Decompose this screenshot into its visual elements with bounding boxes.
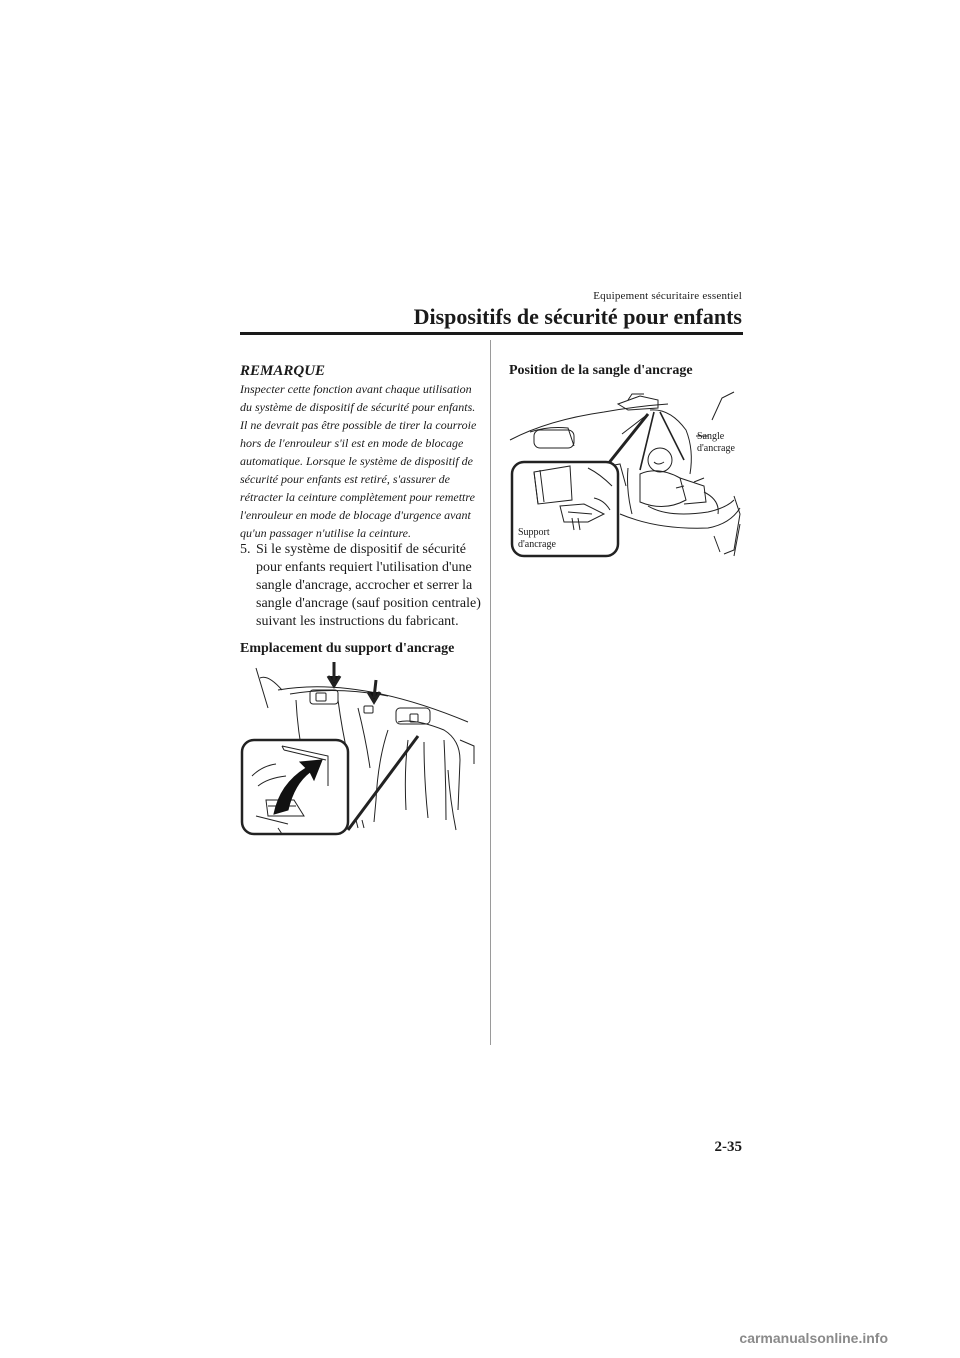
label-sangle-line-2: d'ancrage (697, 443, 735, 454)
tether-position-heading: Position de la sangle d'ancrage (509, 363, 693, 378)
step-number: 5. (240, 542, 251, 557)
label-sangle-line-1: Sangle (697, 431, 725, 442)
label-support-line-1: Support (518, 527, 550, 538)
anchor-location-illustration (238, 660, 480, 838)
page-number: 2-35 (714, 1139, 742, 1155)
note-body: Inspecter cette fonction avant chaque utilisation du système de dispositif de sécurité pour enfants. Il ne devrait pas être possible de tirer la courroie hors de l'enrouleur s'il est en mode de blocage automatique. Lorsque le système de dispositif de sécurité pour enfants est retiré, s'assurer de rétracter la ceinture complètement pour remettre l'enrouleur en mode de blocage d'urgence avant qu'un passager n'utilise la ceinture. (240, 382, 477, 540)
label-support-ancrage (518, 527, 556, 551)
label-support-line-2: d'ancrage (518, 539, 556, 550)
section-header: Equipement sécuritaire essentiel (593, 290, 742, 302)
header-rule (240, 332, 743, 335)
column-divider (490, 340, 491, 1045)
label-sangle-ancrage (697, 431, 735, 455)
footer-watermark: carmanualsonline.info (739, 1330, 888, 1346)
step-text: Si le système de dispositif de sécurité pour enfants requiert l'utilisation d'une sangle d'ancrage, accrocher et serrer la sangle d'ancrage (sauf position centrale) suivant les instructions du fabricant. (256, 542, 481, 629)
note-title: REMARQUE (240, 363, 326, 379)
step-5 (240, 541, 485, 631)
page-title: Dispositifs de sécurité pour enfants (413, 304, 742, 329)
anchor-location-heading: Emplacement du support d'ancrage (240, 641, 455, 656)
